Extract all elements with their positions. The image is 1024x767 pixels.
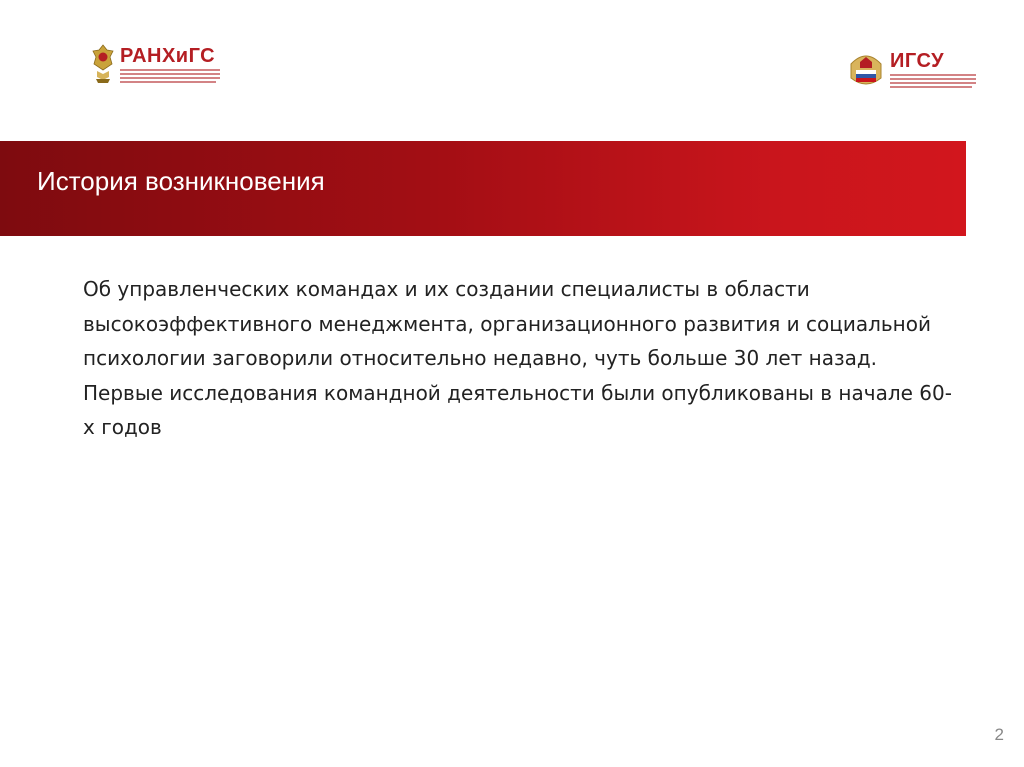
slide-title: История возникновения <box>37 166 325 196</box>
igsu-logo-name: ИГСУ <box>890 49 945 72</box>
ranepa-emblem-icon <box>92 44 114 84</box>
ranepa-logo-subtitle-lines <box>120 69 220 83</box>
igsu-logo <box>848 50 976 88</box>
page-number: 2 <box>994 725 1004 744</box>
ranepa-logo-name: РАНХиГС <box>120 44 216 67</box>
ranepa-logo <box>92 44 220 84</box>
igsu-logo-subtitle-lines <box>890 74 976 88</box>
slide-body-text: Об управленческих командах и их создании специалисты в области высокоэффективного менеджмента, организационного развития и социальной психологии заговорили относительно недавно, чуть больше 30 лет назад. Первые исследования командной деятельности были опубликованы в начале 60-х годов <box>83 277 952 439</box>
igsu-emblem-icon <box>848 50 884 88</box>
